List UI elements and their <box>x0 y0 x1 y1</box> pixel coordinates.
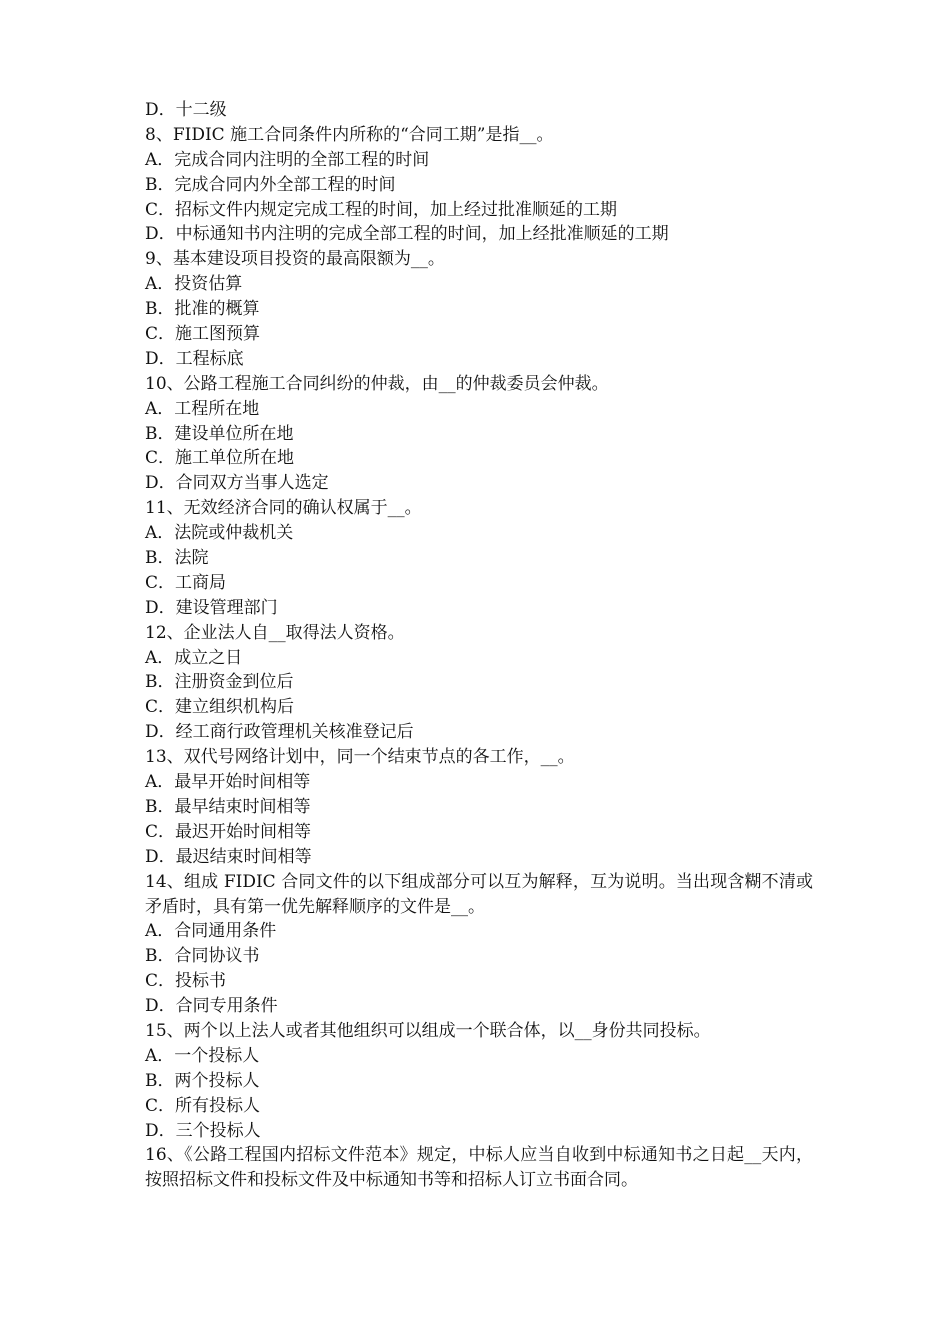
question-14: 14、组成 FIDIC 合同文件的以下组成部分可以互为解释，互为说明。当出现含糊不清或矛盾时，具有第一优先解释顺序的文件是__。 <box>145 871 813 917</box>
option-line: B．最早结束时间相等 <box>145 796 311 817</box>
question-12: 12、企业法人自__取得法人资格。 <box>145 622 405 643</box>
option-line: C．施工单位所在地 <box>145 448 295 469</box>
option-line: D．合同专用条件 <box>145 996 278 1017</box>
option-line: A．完成合同内注明的全部工程的时间 <box>145 149 430 170</box>
question-16: 16、《公路工程国内招标文件范本》规定，中标人应当自收到中标通知书之日起__天内，按照招标文件和投标文件及中标通知书等和招标人订立书面合同。 <box>145 1145 813 1191</box>
option-line: A．一个投标人 <box>145 1045 260 1066</box>
option-line: A．工程所在地 <box>145 398 260 419</box>
option-line: B．完成合同内外全部工程的时间 <box>145 174 396 195</box>
option-line: B．注册资金到位后 <box>145 672 294 693</box>
option-line: D．最迟结束时间相等 <box>145 846 312 867</box>
option-line: D．建设管理部门 <box>145 597 278 618</box>
document-body <box>145 98 813 1193</box>
option-line: D．经工商行政管理机关核准登记后 <box>145 722 414 743</box>
option-line: C．所有投标人 <box>145 1095 261 1116</box>
option-line: C．工商局 <box>145 572 227 593</box>
option-line: B．批准的概算 <box>145 299 260 320</box>
option-line: D．合同双方当事人选定 <box>145 473 329 494</box>
option-line: A．合同通用条件 <box>145 921 277 942</box>
option-line: C．建立组织机构后 <box>145 697 295 718</box>
option-line: D．十二级 <box>145 100 227 120</box>
option-line: C．招标文件内规定完成工程的时间，加上经过批准顺延的工期 <box>145 199 618 220</box>
option-line: A．最早开始时间相等 <box>145 772 311 793</box>
question-8: 8、FIDIC 施工合同条件内所称的“合同工期”是指__。 <box>145 124 554 145</box>
question-11: 11、无效经济合同的确认权属于__。 <box>145 498 422 519</box>
option-line: D．三个投标人 <box>145 1120 261 1141</box>
question-10: 10、公路工程施工合同纠纷的仲裁，由__的仲裁委员会仲裁。 <box>145 373 609 394</box>
option-line: D．工程标底 <box>145 348 244 369</box>
option-line: C．施工图预算 <box>145 324 261 345</box>
option-line: B．两个投标人 <box>145 1070 260 1091</box>
option-line: C．投标书 <box>145 971 227 992</box>
question-15: 15、两个以上法人或者其他组织可以组成一个联合体，以__身份共同投标。 <box>145 1020 711 1041</box>
question-9: 9、基本建设项目投资的最高限额为__。 <box>145 249 445 270</box>
option-line: B．法院 <box>145 548 209 569</box>
question-13: 13、双代号网络计划中，同一个结束节点的各工作，__。 <box>145 747 575 768</box>
option-line: A．投资估算 <box>145 274 243 295</box>
option-line: B．建设单位所在地 <box>145 423 294 444</box>
option-line: A．法院或仲裁机关 <box>145 523 294 544</box>
option-line: D．中标通知书内注明的完成全部工程的时间，加上经批准顺延的工期 <box>145 224 669 245</box>
option-line: A．成立之日 <box>145 647 243 668</box>
option-line: C．最迟开始时间相等 <box>145 821 312 842</box>
option-line: B．合同协议书 <box>145 946 260 967</box>
